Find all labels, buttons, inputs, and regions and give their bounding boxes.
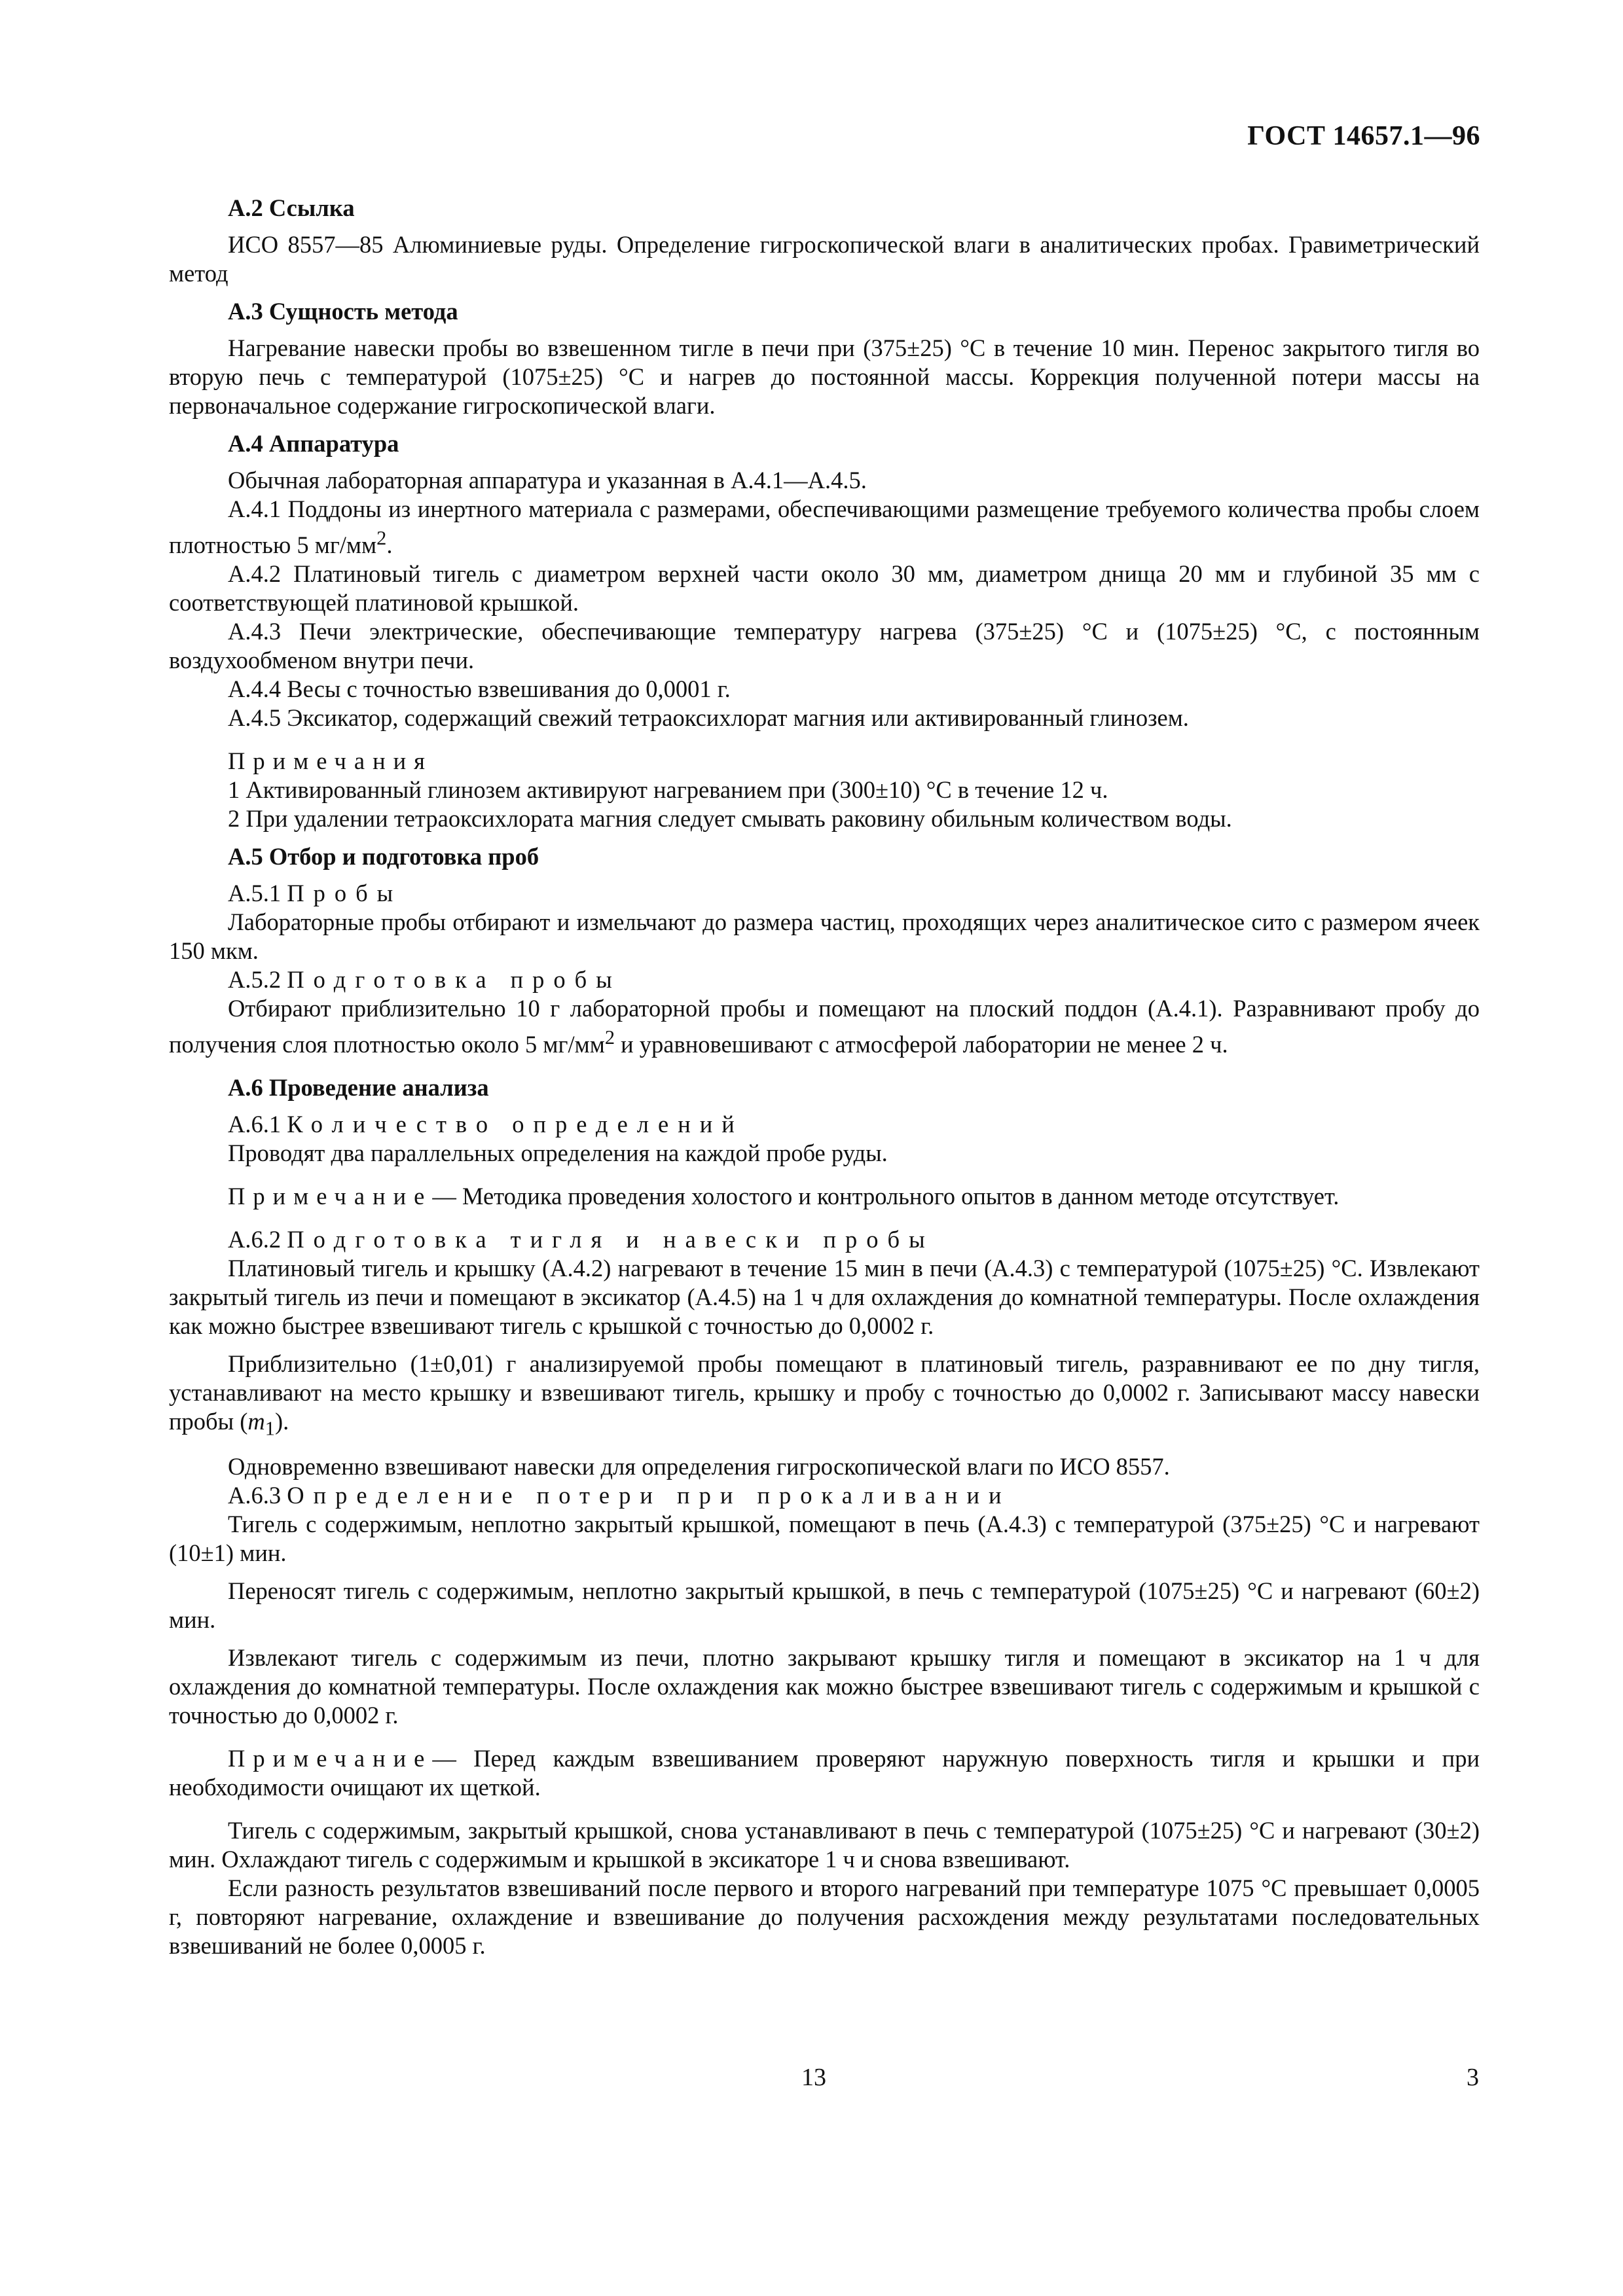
subsection-a62-heading: А.6.2 Подготовка тигля и навески пробы [228, 1226, 934, 1253]
item-a45: А.4.5 Эксикатор, содержащий свежий тетраоксихлорат магния или активированный глинозем. [228, 704, 1189, 732]
item-a43: А.4.3 Печи электрические, обеспечивающие температуру нагрева (375±25) °С и (1075±25) °С, с постоянным воздухообменом внутри печи. [169, 618, 1480, 674]
sheet-number: 3 [1467, 2064, 1479, 2091]
note-2: 2 При удалении тетраоксихлората магния следует смывать раковину обильным количеством воды. [228, 805, 1232, 833]
section-a6-title: А.6 Проведение анализа [228, 1074, 489, 1102]
subsection-a63-p2: Переносят тигель с содержимым, неплотно закрытый крышкой, в печь с температурой (1075±25) °С и нагревают (60±2) мин. [169, 1577, 1480, 1633]
section-a3-text: Нагревание навески пробы во взвешенном тигле в печи при (375±25) °С в течение 10 мин. Перенос закрытого тигля во вторую печь с температурой (1075±25) °С и нагрев до постоянной массы. Коррекция полученной потери массы на первоначальное содержание гигроскопической влаги. [169, 334, 1480, 419]
subsection-a51-heading: А.5.1 Пробы [228, 880, 403, 907]
subsection-a63-p3: Извлекают тигель с содержимым из печи, плотно закрывают крышку тигля и помещают в эксикатор на 1 ч для охлаждения до комнатной температуры. После охлаждения как можно быстрее взвешивают тигель с содержимым и крышкой с точностью до 0,0002 г. [169, 1643, 1480, 1729]
subsection-a63-p4: Тигель с содержимым, закрытый крышкой, снова устанавливают в печь с температурой (1075±25) °С и нагревают (30±2) мин. Охлаждают тигель с содержимым и крышкой в эксикаторе 1 ч и снова взвешивают. [169, 1816, 1480, 1873]
subsection-a52-heading: А.5.2 Подготовка пробы [228, 966, 621, 994]
note-a61: Примечание— Методика проведения холостого и контрольного опытов в данном методе отсутствует. [228, 1183, 1340, 1210]
subsection-a62-p1: Платиновый тигель и крышку (А.4.2) нагревают в течение 15 мин в печи (А.4.3) с температурой (1075±25) °С. Извлекают закрытый тигель из печи и помещают в эксикатор (А.4.5) на 1 ч для охлаждения до комнатной температуры. После охлаждения как можно быстрее взвешивают тигель с крышкой с точностью до 0,0002 г. [169, 1255, 1480, 1340]
subsection-a51-text: Лабораторные пробы отбирают и измельчают до размера частиц, проходящих через аналитическое сито с размером ячеек 150 мкм. [169, 908, 1480, 965]
subsection-a63-p1: Тигель с содержимым, неплотно закрытый крышкой, помещают в печь (А.4.3) с температурой (375±25) °С и нагревают (10±1) мин. [169, 1510, 1480, 1566]
subsection-a62-p2: Приблизительно (1±0,01) г анализируемой пробы помещают в платиновый тигель, разравнивают ее по дну тигля, устанавливают на место крышку и взвешивают тигель, крышку и пробу с точностью до 0,0002 г. Записывают массу навески пробы $(m_1)$. [169, 1350, 1480, 1440]
item-a44: А.4.4 Весы с точностью взвешивания до 0,0001 г. [228, 675, 731, 703]
document-body [169, 194, 1480, 1960]
subsection-a52-text: Отбирают приблизительно 10 г лабораторной пробы и помещают на плоский поддон (А.4.1). Разравнивают пробу до получения слоя плотностью около 5 $мг/мм^2$ и уравновешивают с атмосферой лаборатории не менее 2 ч. [169, 995, 1480, 1058]
note-1: 1 Активированный глинозем активируют нагреванием при (300±10) °С в течение 12 ч. [228, 776, 1108, 804]
note-a63: Примечание— Перед каждым взвешиванием проверяют наружную поверхность тигля и крышки и при необходимости очищают их щеткой. [169, 1744, 1480, 1801]
section-a2-title: А.2 Ссылка [228, 194, 355, 221]
page-number: 13 [801, 2064, 826, 2091]
subsection-a63-p5: Если разность результатов взвешиваний после первого и второго нагреваний при температуре 1075 °С превышает 0,0005 г, повторяют нагревание, охлаждение и взвешивание до получения расхождения между результатами последовательных взвешиваний не более 0,0005 г. [169, 1874, 1480, 1959]
section-a2-text: ИСО 8557—85 Алюминиевые руды. Определение гигроскопической влаги в аналитических пробах. Гравиметрический метод [169, 231, 1480, 287]
notes-label: Примечания [228, 747, 433, 775]
section-a5-title: А.5 Отбор и подготовка проб [228, 843, 539, 870]
section-a4-intro: Обычная лабораторная аппаратура и указанная в А.4.1—А.4.5. [228, 467, 867, 493]
section-a4-title: А.4 Аппаратура [228, 430, 399, 457]
subsection-a63-heading: А.6.3 Определение потери при прокаливании [228, 1481, 1011, 1509]
subsection-a62-p3: Одновременно взвешивают навески для определения гигроскопической влаги по ИСО 8557. [228, 1452, 1170, 1480]
item-a41: А.4.1 Поддоны из инертного материала с размерами, обеспечивающими размещение требуемого количества пробы слоем плотностью 5 $мг/мм^2$. [169, 495, 1480, 559]
subsection-a61-heading: А.6.1 Количество определений [228, 1111, 744, 1138]
section-a3-title: А.3 Сущность метода [228, 298, 458, 325]
document-code: ГОСТ 14657.1—96 [1247, 121, 1480, 151]
subsection-a61-text: Проводят два параллельных определения на каждой пробе руды. [228, 1139, 888, 1167]
item-a42: А.4.2 Платиновый тигель с диаметром верхней части около 30 мм, диаметром днища 20 мм и глубиной 35 мм с соответствующей платиновой крышкой. [169, 560, 1480, 617]
